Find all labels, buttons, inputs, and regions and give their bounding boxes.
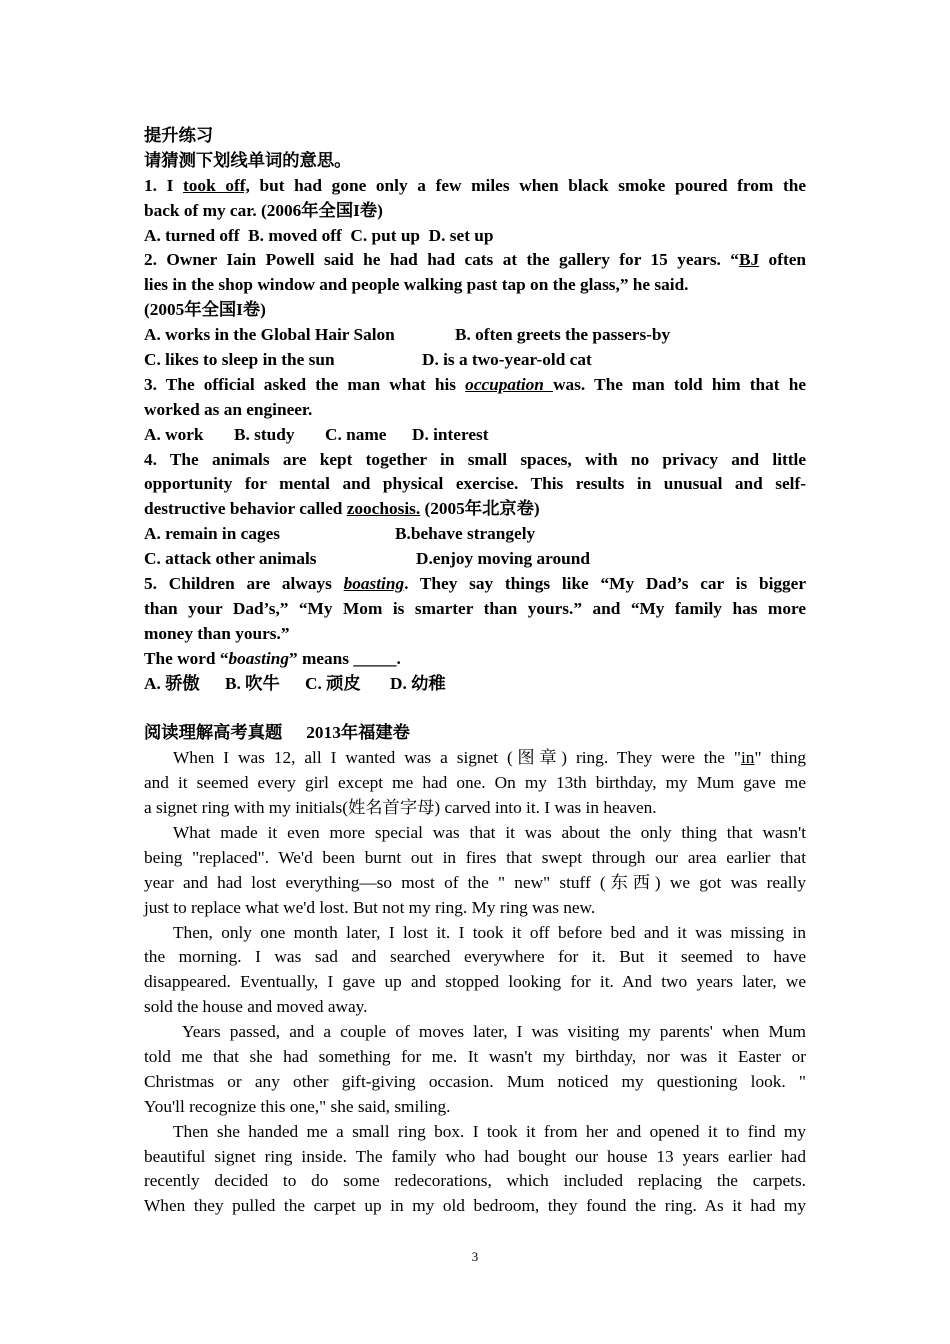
q2-option-c: C. likes to sleep in the sun [144, 350, 335, 370]
q5-line2: than your Dad’s,” “My Mom is smarter than yours.” and “My family has more [144, 598, 806, 618]
q3-option-c: C. name [325, 424, 387, 444]
q3-target-word: occupation [465, 374, 554, 394]
q3-line1: 3. The official asked the man what his occupation was. The man told him that he [144, 374, 806, 394]
q2-options-row1 [144, 323, 806, 348]
q4-option-a: A. remain in cages [144, 524, 280, 544]
underlined-in: in [740, 748, 755, 768]
q4-option-d: D.enjoy moving around [416, 549, 590, 569]
q5-option-a: A. 骄傲 [144, 673, 200, 693]
q5-line3: money than yours.” [144, 623, 290, 643]
page-number: 3 [471, 1249, 479, 1264]
spacer [144, 696, 806, 721]
q1-line1: 1. I took off, but had gone only a few miles when black smoke poured from the [144, 175, 806, 195]
q4-option-b: B.behave strangely [395, 524, 536, 544]
q4-line1: 4. The animals are kept together in small spaces, with no privacy and little [144, 449, 806, 469]
paragraph-1: When I was 12, all I wanted was a signet (图章) ring. They were the "in" thing and it seemed every girl except me had one. On my 13th birthday, my Mum gave me a signet ring with my initials(姓名首字母) carved into it. I was in heaven. [144, 748, 806, 818]
q2-line3: (2005年全国I卷) [144, 300, 266, 320]
q5-line1: 5. Children are always boasting. They say things like “My Dad’s car is bigger [144, 574, 806, 594]
q5-option-d: D. 幼稚 [390, 673, 446, 693]
q2-option-b: B. often greets the passers-by [455, 325, 671, 345]
q4-option-c: C. attack other animals [144, 549, 317, 569]
q1-target-word: took off, [183, 175, 250, 195]
q2-line2: lies in the shop window and people walking past tap on the glass,” he said. [144, 275, 689, 295]
q3-option-d: D. interest [412, 424, 489, 444]
q4-target-word: zoochosis. [346, 499, 421, 519]
q4-line2: opportunity for mental and physical exercise. This results in unusual and self- [144, 474, 806, 494]
q3-option-a: A. work [144, 424, 204, 444]
q5-line4: The word “boasting” means _____. [144, 648, 401, 668]
q5-target-word: boasting [343, 574, 405, 594]
q1-options: A. turned off B. moved off C. put up D. set up [144, 225, 494, 245]
q3-option-b: B. study [234, 424, 295, 444]
q2-option-d: D. is a two-year-old cat [422, 350, 592, 370]
q1-line2: back of my car. (2006年全国I卷) [144, 200, 383, 220]
q2-options-row2 [144, 348, 806, 373]
q5-option-c: C. 顽皮 [305, 673, 361, 693]
q4-options-row1 [144, 522, 806, 547]
q4-options-row2 [144, 547, 806, 572]
q5-option-b: B. 吹牛 [225, 673, 280, 693]
section-title: 提升练习 [144, 126, 214, 145]
q2-target-word: BJ [738, 250, 760, 270]
paragraph-4: Years passed, and a couple of moves later, I was visiting my parents' when Mum told me that she had something for me. It wasn't my birthday, nor was it Easter or Christmas or any other gift-giving occasion. Mum noticed my questioning look. " You'll recognize this one," she said, smiling. [144, 1022, 806, 1116]
q2-option-a: A. works in the Global Hair Salon [144, 325, 395, 345]
q3-line2: worked as an engineer. [144, 399, 313, 419]
q5-options [144, 672, 806, 697]
paragraph-5: Then she handed me a small ring box. I took it from her and opened it to find my beautiful signet ring inside. The family who had bought our house 13 years earlier had recently decided to do some redecorations, which included replacing the carpets. When they pulled the carpet up in my old bedroom, they found the ring. As it had my [144, 1121, 806, 1216]
instruction: 请猜测下划线单词的意思。 [144, 150, 352, 170]
q3-options [144, 423, 806, 448]
document-page [144, 124, 806, 1219]
reading-section-title: 阅读理解高考真题 2013年福建卷 [144, 723, 410, 743]
paragraph-2: What made it even more special was that it was about the only thing that wasn't being "replaced". We'd been burnt out in fires that swept through our area earlier that year and had lost everything—so most of the " new" stuff (东西) we got was really just to replace what we'd lost. But not my ring. My ring was new. [144, 822, 806, 917]
q2-line1: 2. Owner Iain Powell said he had had cats at the gallery for 15 years. “BJ often [144, 250, 806, 270]
reading-source: 2013年福建卷 [306, 723, 410, 743]
q4-line3: destructive behavior called zoochosis. (2005年北京卷) [144, 499, 540, 519]
paragraph-3: Then, only one month later, I lost it. I took it off before bed and it was missing in the morning. I was sad and searched everywhere for it. But it seemed to have disappeared. Eventually, I gave up and stopped looking for it. And two years later, we sold the house and moved away. [144, 922, 806, 1017]
